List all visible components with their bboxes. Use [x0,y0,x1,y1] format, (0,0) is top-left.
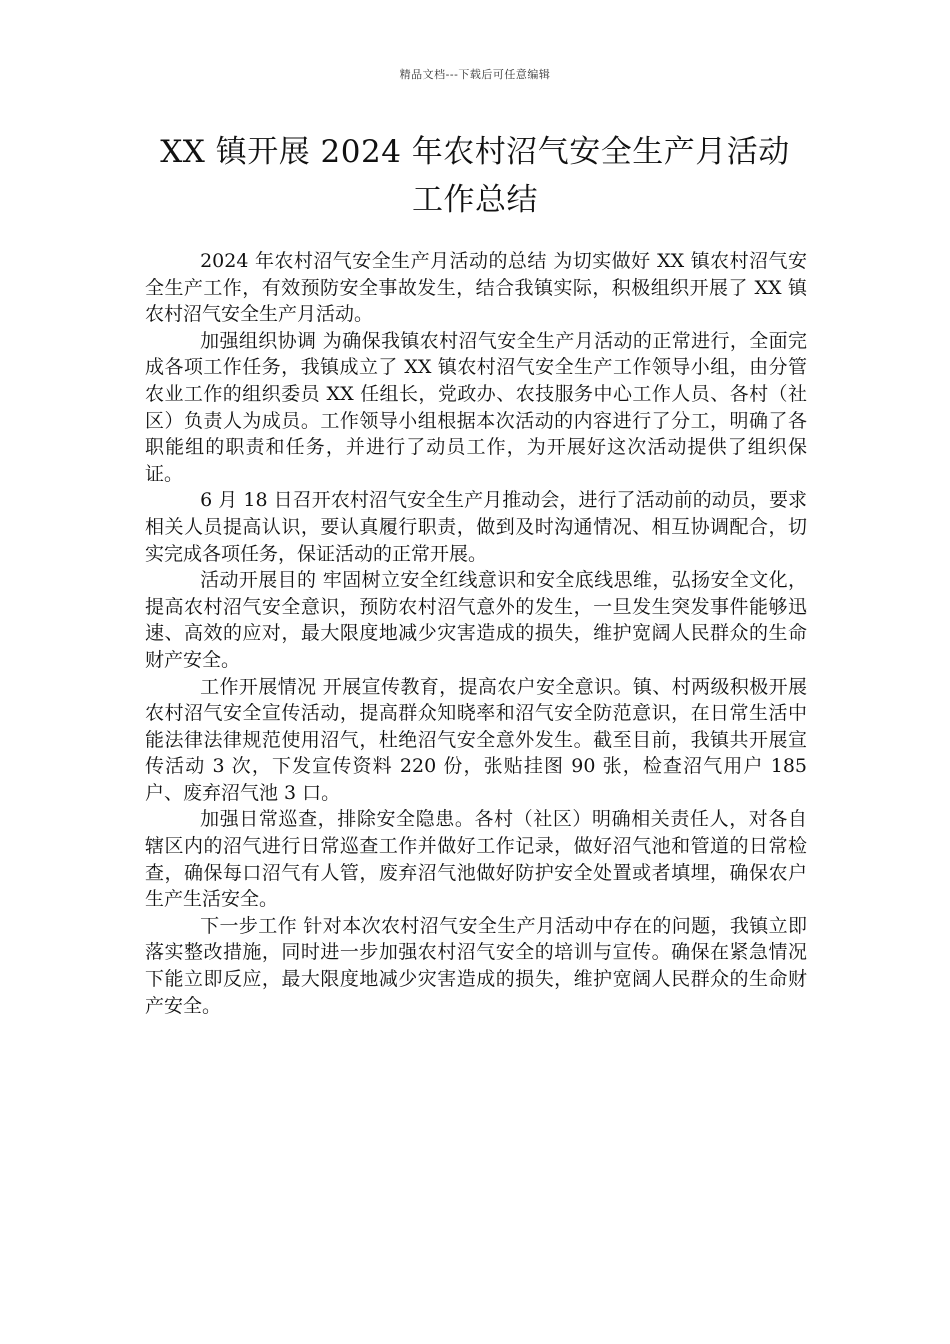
page-title [120,128,830,224]
paragraph-purpose: 活动开展目的 牢固树立安全红线意识和安全底线思维，弘扬安全文化，提高农村沼气安全意识，预防农村沼气意外的发生，一旦发生突发事件能够迅速、高效的应对，最大限度地减少灾害造成的损失，维护宽阔人民群众的生命财产安全。 [145,569,807,671]
paragraph-summary: 2024 年农村沼气安全生产月活动的总结 为切实做好 XX 镇农村沼气安全生产工作，有效预防安全事故发生，结合我镇实际，积极组织开展了 XX 镇农村沼气安全生产月活动。 [145,250,807,326]
paragraph-inspection: 加强日常巡查，排除安全隐患。各村（社区）明确相关责任人，对各自辖区内的沼气进行日常巡查工作并做好工作记录，做好沼气池和管道的日常检查，确保每口沼气有人管，废弃沼气池做好防护安全处置或者填埋，确保农户生产生活安全。 [145,808,807,911]
paragraph-progress: 工作开展情况 开展宣传教育，提高农户安全意识。镇、村两级积极开展农村沼气安全宣传活动，提高群众知晓率和沼气安全防范意识，在日常生活中能法律法律规范使用沼气，杜绝沼气安全意外发生。截至目前，我镇共开展宣传活动 3 次，下发宣传资料 220 份，张贴挂图 90 张，检查沼气用户 185 户、废弃沼气池 3 口。 [145,675,807,804]
header-note: 精品文档---下载后可任意编辑 [399,68,551,81]
title-line-1: XX 镇开展 2024 年农村沼气安全生产月活动 [160,134,790,170]
paragraph-meeting: 6 月 18 日召开农村沼气安全生产月推动会，进行了活动前的动员，要求相关人员提高认识，要认真履行职责，做到及时沟通情况、相互协调配合，切实完成各项任务，保证活动的正常开展。 [145,489,807,565]
document-body [145,248,807,1019]
paragraph-organization: 加强组织协调 为确保我镇农村沼气安全生产月活动的正常进行，全面完成各项工作任务，我镇成立了 XX 镇农村沼气安全生产工作领导小组，由分管农业工作的组织委员 XX 任组长，党政办、农技服务中心工作人员、各村（社区）负责人为成员。工作领导小组根据本次活动的内容进行了分工，明确了各职能组的职责和任务，并进行了动员工作，为开展好这次活动提供了组织保证。 [145,329,807,485]
title-line-2: 工作总结 [412,182,538,218]
paragraph-next-steps: 下一步工作 针对本次农村沼气安全生产月活动中存在的问题，我镇立即落实整改措施，同时进一步加强农村沼气安全的培训与宣传。确保在紧急情况下能立即反应，最大限度地减少灾害造成的损失，维护宽阔人民群众的生命财产安全。 [145,914,807,1017]
